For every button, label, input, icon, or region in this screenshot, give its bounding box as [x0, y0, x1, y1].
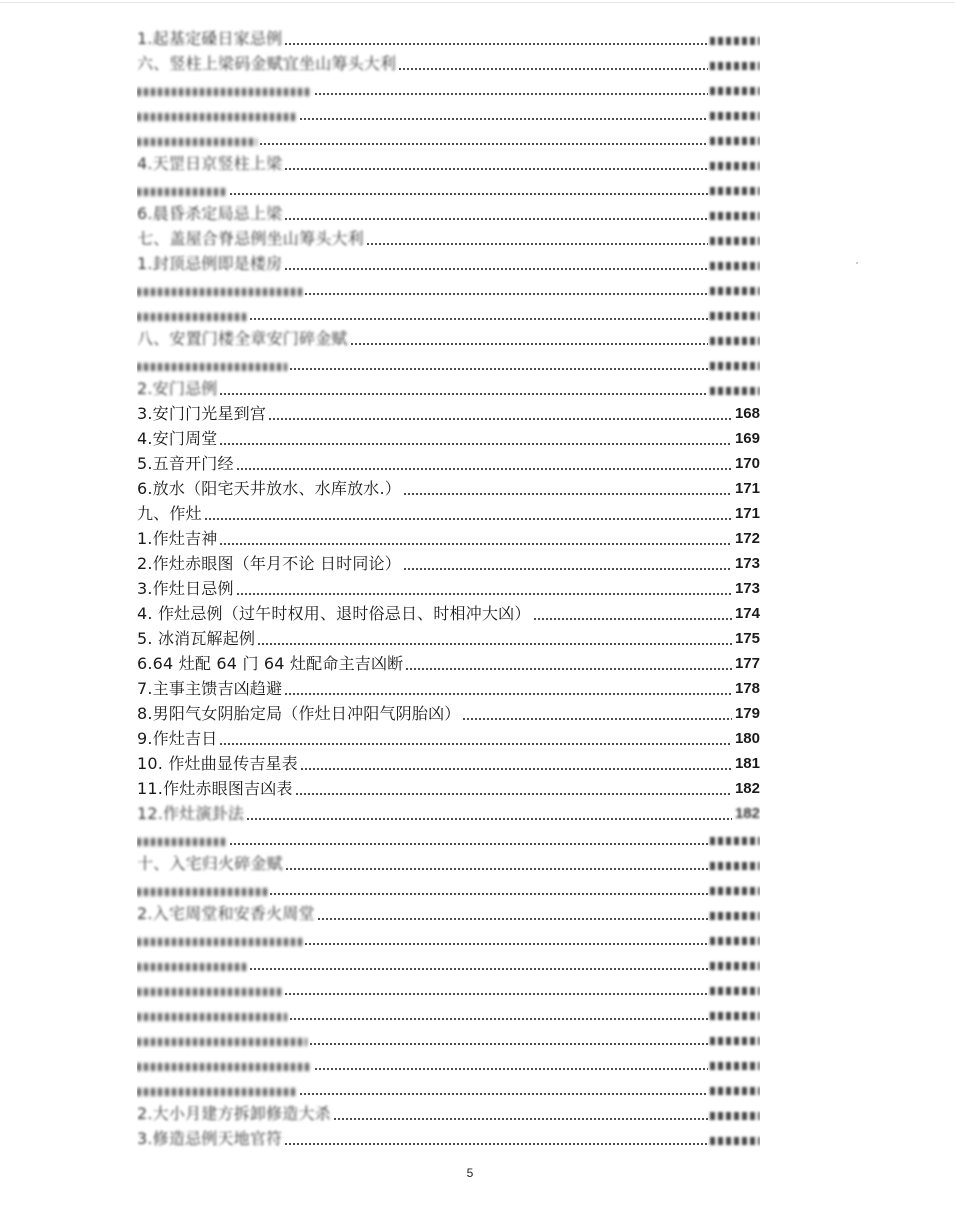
dot-leader [284, 218, 708, 220]
toc-entry-page: 180 [734, 730, 760, 747]
toc-entry-title [137, 313, 247, 321]
toc-entry-page [710, 1112, 760, 1120]
toc-entry [137, 374, 760, 399]
toc-entry [137, 399, 760, 424]
toc-entry-title [137, 838, 227, 846]
dot-leader [284, 993, 708, 995]
toc-entry-page [710, 1037, 760, 1045]
toc-entry [137, 699, 760, 724]
toc-entry [137, 24, 760, 49]
dot-leader [289, 1018, 708, 1020]
toc-entry-title: 3.安门门光星到宫 [137, 404, 267, 423]
dot-leader [259, 143, 708, 145]
toc-entry-title: 十、入宅归火碎金赋 [137, 854, 283, 873]
toc-entry-page [710, 987, 760, 995]
toc-entry-page: 174 [734, 605, 760, 622]
toc-entry [137, 74, 760, 99]
toc-entry [137, 924, 760, 949]
toc-entry [137, 224, 760, 249]
toc-entry-page: 171 [734, 480, 760, 497]
dot-leader [403, 493, 732, 495]
dot-leader [219, 393, 708, 395]
dot-leader [299, 118, 708, 120]
toc-entry [137, 674, 760, 699]
toc-entry-page [710, 287, 760, 295]
dot-leader [403, 568, 732, 570]
dot-leader [284, 693, 732, 695]
toc-entry-title: 2.作灶赤眼图（年月不论 日时同论） [137, 554, 401, 573]
toc-entry-page [710, 337, 760, 345]
dot-leader [229, 843, 708, 845]
toc-entry-title: 11.作灶赤眼图吉凶表 [137, 779, 293, 798]
dot-leader [405, 668, 732, 670]
dot-leader [229, 193, 708, 195]
toc-entry-title [137, 1063, 312, 1071]
dot-leader [219, 543, 732, 545]
dot-leader [533, 618, 732, 620]
toc-entry [137, 174, 760, 199]
dot-leader [249, 318, 708, 320]
dot-leader [236, 468, 732, 470]
toc-entry [137, 449, 760, 474]
dot-leader [284, 268, 708, 270]
toc-entry-title [137, 113, 297, 121]
dot-leader [398, 68, 708, 70]
toc-entry-page [710, 1062, 760, 1070]
toc-entry-title: 4.天罡日京竖柱上梁 [137, 154, 283, 173]
toc-entry-title [137, 363, 287, 371]
toc-entry [137, 949, 760, 974]
toc-entry-page [710, 387, 760, 395]
toc-entry-page [710, 137, 760, 145]
toc-entry-title [137, 1088, 297, 1096]
dot-leader [257, 643, 732, 645]
toc-entry [137, 474, 760, 499]
top-border [0, 2, 955, 3]
toc-entry [137, 424, 760, 449]
dot-leader [284, 43, 708, 45]
toc-entry [137, 749, 760, 774]
toc-entry-page [710, 262, 760, 270]
dot-leader [299, 1093, 708, 1095]
toc-entry [137, 899, 760, 924]
toc-entry-title: 1.封顶忌例即是楼房 [137, 254, 283, 273]
toc-entry-title: 九、作灶 [137, 504, 202, 523]
toc-entry [137, 49, 760, 74]
dot-leader [219, 443, 732, 445]
dot-leader [268, 418, 732, 420]
toc-entry-page [710, 962, 760, 970]
toc-entry-title: 6.64 灶配 64 门 64 灶配命主吉凶断 [137, 654, 404, 673]
toc-entry [137, 599, 760, 624]
dot-leader [314, 93, 708, 95]
toc-entry-page [710, 362, 760, 370]
toc-entry-title [137, 88, 312, 96]
toc-entry-title: 6.晨昏杀定局忌上梁 [137, 204, 283, 223]
dot-leader [317, 918, 708, 920]
dot-leader [285, 868, 708, 870]
toc-entry-title [137, 288, 302, 296]
toc-entry [137, 199, 760, 224]
toc-entry [137, 849, 760, 874]
toc-entry [137, 524, 760, 549]
toc-entry [137, 974, 760, 999]
toc-entry-title [137, 988, 282, 996]
toc-entry-page [710, 837, 760, 845]
toc-entry [137, 1049, 760, 1074]
toc-entry-title: 4. 作灶忌例（过午时权用、退时俗忌日、时相冲大凶） [137, 604, 531, 623]
toc-entry-title: 1.作灶吉神 [137, 529, 218, 548]
page-number: 5 [466, 1166, 474, 1180]
toc-entry-page [710, 187, 760, 195]
toc-entry [137, 649, 760, 674]
toc-entry-page: 173 [734, 580, 760, 597]
dot-leader [284, 168, 708, 170]
dot-leader [219, 743, 732, 745]
dot-leader [246, 818, 732, 820]
toc-entry [137, 824, 760, 849]
toc-entry [137, 124, 760, 149]
toc-entry-page: 173 [734, 555, 760, 572]
toc-entry-page [710, 212, 760, 220]
toc-entry [137, 549, 760, 574]
toc-entry [137, 724, 760, 749]
toc-entry [137, 324, 760, 349]
toc-entry [137, 574, 760, 599]
toc-entry-title: 12.作灶演卦法 [137, 804, 245, 823]
dot-leader [284, 1143, 708, 1145]
toc-entry-page [710, 1087, 760, 1095]
toc-entry-title [137, 963, 247, 971]
toc-entry-title: 3.作灶日忌例 [137, 579, 234, 598]
toc-entry-page [710, 1012, 760, 1020]
toc-entry-page [710, 112, 760, 120]
toc-entry-title: 八、安置门楼全章安门碎金赋 [137, 329, 348, 348]
toc-entry-page [710, 237, 760, 245]
toc-entry [137, 774, 760, 799]
toc-entry-page: 182 [734, 780, 760, 797]
toc-entry [137, 274, 760, 299]
toc-entry-page [710, 312, 760, 320]
toc-entry-title: 5. 冰消瓦解起例 [137, 629, 256, 648]
toc-entry [137, 499, 760, 524]
toc-entry-page: 168 [734, 405, 760, 422]
dot-leader [295, 793, 732, 795]
toc-entry [137, 299, 760, 324]
dot-leader [304, 293, 708, 295]
dot-leader [249, 968, 708, 970]
toc-entry-page: 170 [734, 455, 760, 472]
toc-entry-title: 3.修造忌例天地官符 [137, 1129, 283, 1148]
toc-entry-page: 178 [734, 680, 760, 697]
dot-leader [304, 943, 708, 945]
toc-entry-title [137, 1038, 307, 1046]
toc-entry-title: 七、盖屋合脊忌例坐山筹头大利 [137, 229, 364, 248]
toc-entry-page [710, 162, 760, 170]
toc-entry [137, 624, 760, 649]
toc-entry-title: 7.主事主馈吉凶趋避 [137, 679, 283, 698]
toc-entry-page: 182 [734, 805, 760, 822]
toc-entry-title: 4.安门周堂 [137, 429, 218, 448]
toc-entry-page: 171 [734, 505, 760, 522]
toc-entry [137, 1124, 760, 1149]
toc-entry-page: 177 [734, 655, 760, 672]
dot-leader [366, 243, 708, 245]
toc-entry-page: 175 [734, 630, 760, 647]
toc-entry [137, 99, 760, 124]
toc-entry [137, 874, 760, 899]
toc-entry-title [137, 938, 302, 946]
dot-leader [350, 343, 708, 345]
dot-leader [236, 593, 732, 595]
toc-entry-title [137, 138, 257, 146]
toc-entry-page: 181 [734, 755, 760, 772]
scan-speck [856, 262, 858, 264]
toc-entry [137, 349, 760, 374]
toc-entry-title: 10. 作灶曲显传吉星表 [137, 754, 298, 773]
toc-entry-page [710, 1137, 760, 1145]
dot-leader [333, 1118, 708, 1120]
dot-leader [314, 1068, 708, 1070]
toc-entry-page: 172 [734, 530, 760, 547]
toc-entry-title [137, 1013, 287, 1021]
dot-leader [309, 1043, 708, 1045]
toc-entry-page [710, 912, 760, 920]
toc-entry-page [710, 37, 760, 45]
toc-entry-page: 179 [734, 705, 760, 722]
toc-entry-title: 六、竖柱上梁码金赋宜坐山筹头大利 [137, 54, 397, 73]
toc-entry-title: 9.作灶吉日 [137, 729, 218, 748]
dot-leader [300, 768, 732, 770]
toc-entry-page [710, 87, 760, 95]
table-of-contents [137, 24, 760, 1149]
dot-leader [289, 368, 708, 370]
toc-entry [137, 1024, 760, 1049]
toc-entry [137, 999, 760, 1024]
toc-entry [137, 149, 760, 174]
toc-entry-title: 6.放水（阳宅天井放水、水库放水.） [137, 479, 401, 498]
toc-entry-title: 2.安门忌例 [137, 379, 218, 398]
toc-entry-title [137, 188, 227, 196]
toc-entry-page [710, 62, 760, 70]
toc-entry [137, 1099, 760, 1124]
dot-leader [462, 718, 732, 720]
toc-entry-title [137, 888, 267, 896]
toc-entry-page: 169 [734, 430, 760, 447]
toc-entry-title: 2.入宅周堂和安香火周堂 [137, 904, 315, 923]
toc-entry-page [710, 937, 760, 945]
toc-entry-title: 1.起基定磉日家忌例 [137, 29, 283, 48]
dot-leader [204, 518, 732, 520]
toc-entry-page [710, 887, 760, 895]
toc-entry [137, 249, 760, 274]
toc-entry [137, 1074, 760, 1099]
toc-entry-title: 8.男阳气女阴胎定局（作灶日冲阳气阴胎凶） [137, 704, 461, 723]
toc-entry [137, 799, 760, 824]
toc-entry-title: 2.大小月建方拆卸修造大杀 [137, 1104, 331, 1123]
dot-leader [269, 893, 708, 895]
toc-entry-page [710, 862, 760, 870]
toc-entry-title: 5.五音开门经 [137, 454, 234, 473]
